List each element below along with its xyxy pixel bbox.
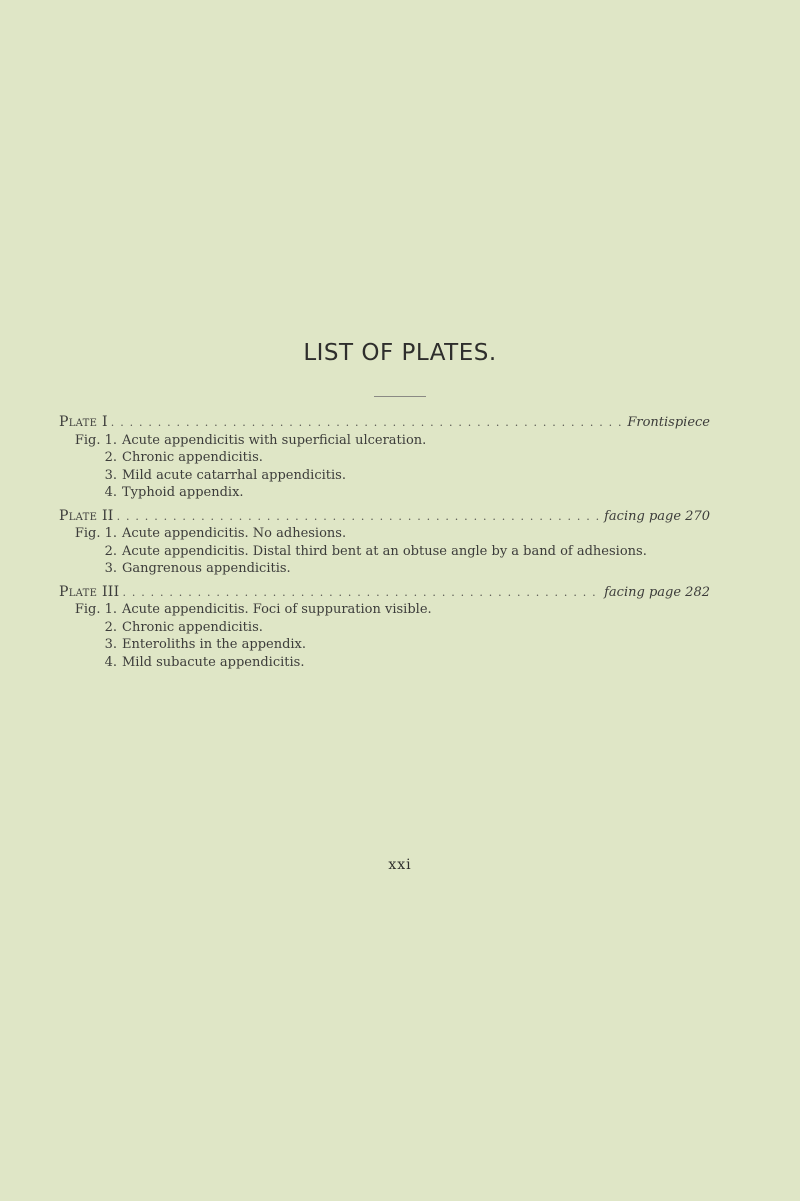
figure-item [59, 449, 710, 467]
figure-item [59, 654, 710, 672]
figure-number: 3. [104, 467, 117, 483]
plate-heading [59, 508, 710, 526]
figure-item [59, 432, 710, 450]
figure-caption: Enteroliths in the appendix. [122, 637, 307, 652]
figure-number: Fig. 1. [74, 602, 117, 617]
plate-label: Plate II [59, 507, 114, 524]
figure-caption: Typhoid appendix. [122, 485, 244, 500]
figure-list [59, 432, 710, 502]
figure-number: 4. [104, 485, 117, 500]
figure-number: 2. [104, 450, 117, 465]
figure-number: Fig. 1. [74, 526, 117, 541]
figure-caption: Mild acute catarrhal appendicitis. [122, 467, 346, 483]
figure-number: 3. [104, 561, 117, 576]
dot-leader [111, 414, 625, 432]
figure-item [59, 525, 710, 543]
figure-item [59, 619, 710, 637]
figure-item [59, 484, 710, 502]
plate-entry-3 [59, 584, 710, 672]
figure-list [59, 525, 710, 578]
plate-page-ref: facing page 270 [604, 508, 710, 524]
figure-caption: Acute appendicitis. No adhesions. [122, 526, 347, 541]
figure-number: 4. [104, 654, 117, 670]
figure-number: 2. [104, 619, 117, 635]
plates-list [59, 414, 710, 677]
page-title: LIST OF PLATES. [303, 340, 497, 366]
figure-number: Fig. 1. [74, 432, 117, 448]
figure-item [59, 543, 710, 561]
figure-item [59, 560, 710, 578]
figure-item [59, 636, 710, 654]
plate-entry-1 [59, 414, 710, 502]
figure-caption: Acute appendicitis. Foci of suppuration visible. [122, 602, 432, 617]
figure-item [59, 601, 710, 619]
figure-caption: Acute appendicitis with superficial ulceration. [122, 432, 427, 448]
plate-heading [59, 584, 710, 602]
figure-caption: Mild subacute appendicitis. [122, 654, 305, 670]
dot-leader [117, 508, 602, 526]
figure-item [59, 467, 710, 485]
plate-heading [59, 414, 710, 432]
plate-entry-2 [59, 508, 710, 578]
figure-caption: Acute appendicitis. Distal third bent at an obtuse angle by a band of adhesions. [122, 543, 647, 559]
plate-label: Plate I [59, 414, 108, 430]
page-number: xxi [388, 857, 412, 873]
title-rule [374, 396, 426, 397]
figure-caption: Chronic appendicitis. [122, 450, 263, 465]
plate-page-ref: Frontispiece [627, 415, 710, 430]
figure-number: 3. [104, 637, 117, 652]
plate-page-ref: facing page 282 [604, 584, 710, 600]
figure-list [59, 601, 710, 671]
dot-leader [122, 584, 601, 602]
figure-number: 2. [104, 543, 117, 559]
figure-caption: Gangrenous appendicitis. [122, 561, 291, 576]
plate-label: Plate III [59, 583, 120, 600]
figure-caption: Chronic appendicitis. [122, 619, 263, 635]
